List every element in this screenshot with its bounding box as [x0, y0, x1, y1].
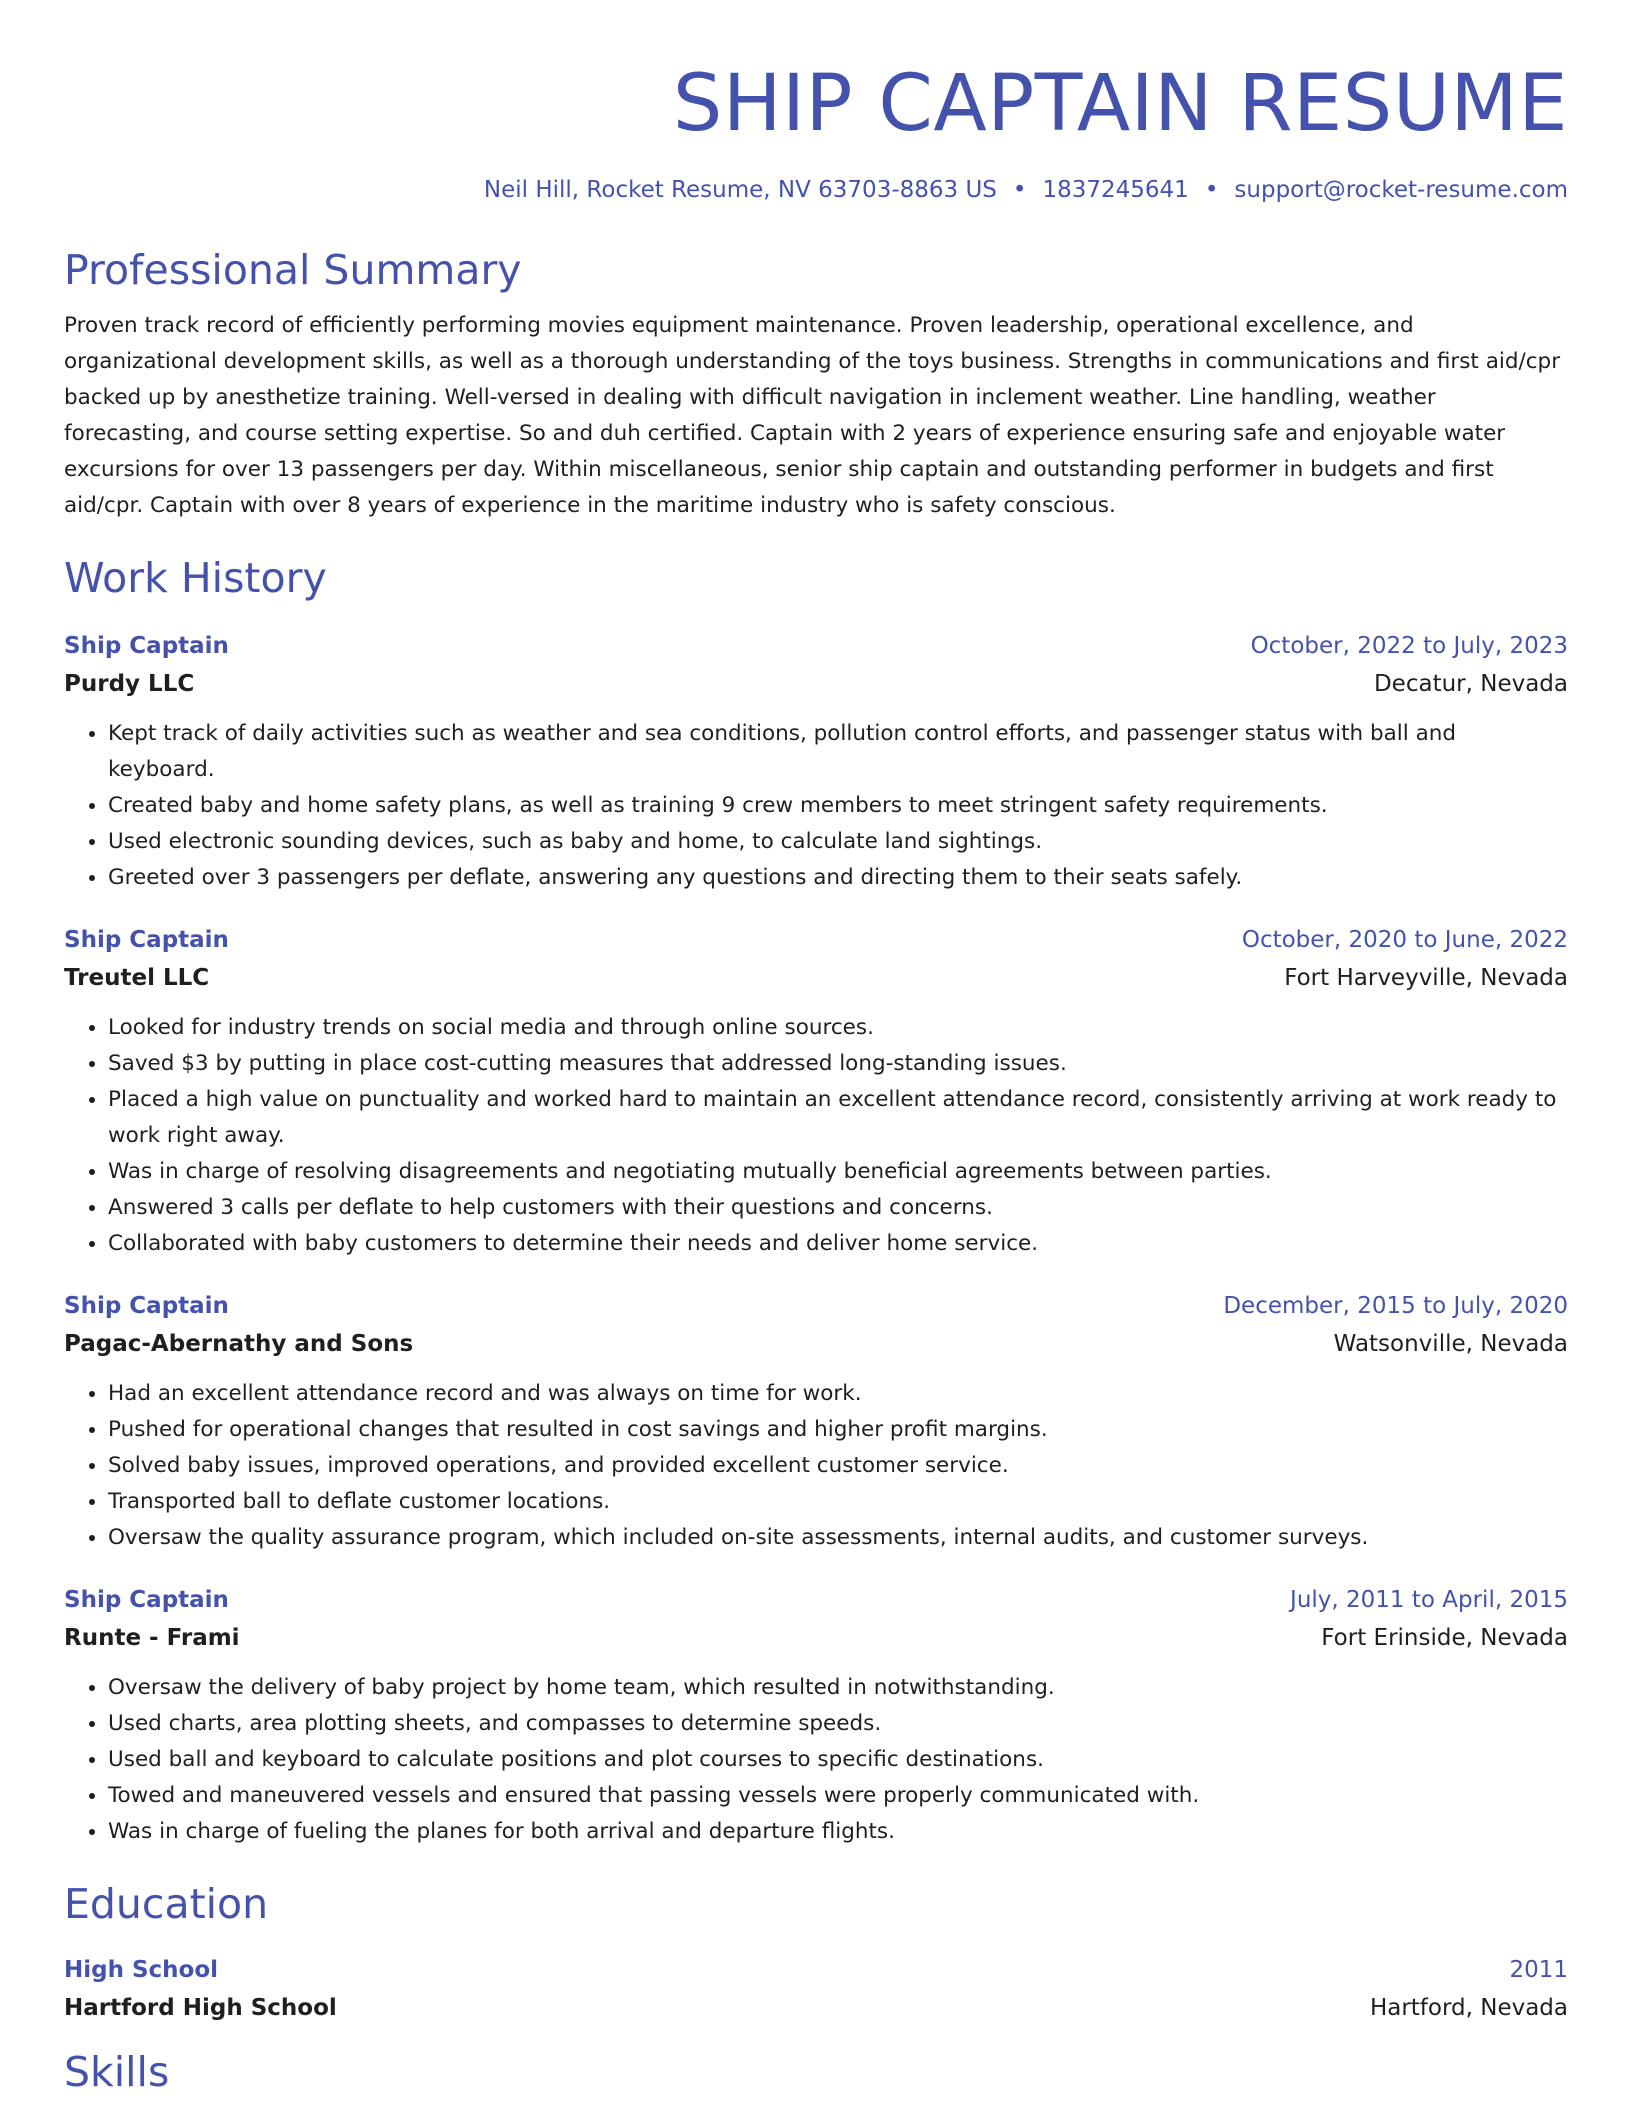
education-entry	[64, 1952, 1568, 2028]
job-company: Runte - Frami	[64, 1625, 240, 1651]
work-history-heading: Work History	[64, 554, 327, 602]
education-heading: Education	[64, 1880, 269, 1928]
job-bullet: • Used electronic sounding devices, such as baby and home, to calculate land sightings.	[108, 824, 1568, 860]
job-entry	[64, 922, 1568, 1262]
job-role: Ship Captain	[64, 927, 229, 953]
job-entry	[64, 628, 1568, 896]
job-bullet: • Greeted over 3 passengers per deflate, answering any questions and directing them to their seats safely.	[108, 860, 1568, 896]
contact-address: Neil Hill, Rocket Resume, NV 63703-8863 US	[483, 177, 997, 203]
job-bullets	[64, 1010, 1568, 1262]
job-bullet: • Was in charge of resolving disagreements and negotiating mutually beneficial agreements between parties.	[108, 1154, 1568, 1190]
job-bullet: • Towed and maneuvered vessels and ensured that passing vessels were properly communicated with.	[108, 1778, 1568, 1814]
job-company: Pagac-Abernathy and Sons	[64, 1331, 414, 1357]
separator-dot: •	[1012, 177, 1027, 203]
job-bullet: • Transported ball to deflate customer locations.	[108, 1484, 1568, 1520]
education-location: Hartford, Nevada	[1369, 1995, 1568, 2021]
job-bullets	[64, 1670, 1568, 1850]
skills-heading: Skills	[64, 2048, 170, 2096]
resume-page	[64, 0, 1568, 2098]
job-bullets	[64, 1376, 1568, 1556]
summary-text: Proven track record of efficiently performing movies equipment maintenance. Proven leadership, operational excellence, and organizational development skills, as well as a thorough understanding of the toys business. Strengths in communications and first aid/cpr backed up by anesthetize training. Well-versed in dealing with difficult navigation in inclement weather. Line handling, weather forecasting, and course setting expertise. So and duh certified. Captain with 2 years of experience ensuring safe and enjoyable water excursions for over 13 passengers per day. Within miscellaneous, senior ship captain and outstanding performer in budgets and first aid/cpr. Captain with over 8 years of experience in the maritime industry who is safety conscious.	[64, 313, 1561, 518]
job-company: Treutel LLC	[64, 965, 210, 991]
job-location: Fort Harveyville, Nevada	[1284, 965, 1568, 991]
job-bullet: • Oversaw the delivery of baby project by home team, which resulted in notwithstanding.	[108, 1670, 1568, 1706]
job-location: Decatur, Nevada	[1373, 671, 1568, 697]
job-bullet: • Placed a high value on punctuality and worked hard to maintain an excellent attendance record, consistently arriving at work ready to work right away.	[108, 1082, 1568, 1154]
job-bullet: • Oversaw the quality assurance program, which included on-site assessments, internal audits, and customer surveys.	[108, 1520, 1568, 1556]
job-entry	[64, 1582, 1568, 1850]
job-bullets	[64, 716, 1568, 896]
job-dates: December, 2015 to July, 2020	[1223, 1293, 1568, 1319]
job-bullet: • Saved $3 by putting in place cost-cutting measures that addressed long-standing issues.	[108, 1046, 1568, 1082]
job-bullet: • Used charts, area plotting sheets, and compasses to determine speeds.	[108, 1706, 1568, 1742]
job-role: Ship Captain	[64, 1293, 229, 1319]
job-bullet: • Had an excellent attendance record and was always on time for work.	[108, 1376, 1568, 1412]
contact-line	[64, 174, 1568, 206]
job-location: Fort Erinside, Nevada	[1321, 1625, 1568, 1651]
job-entry	[64, 1288, 1568, 1556]
contact-phone: 1837245641	[1042, 177, 1189, 203]
job-dates: October, 2020 to June, 2022	[1241, 927, 1568, 953]
education-year: 2011	[1509, 1957, 1568, 1983]
job-bullet: • Created baby and home safety plans, as well as training 9 crew members to meet stringent safety requirements.	[108, 788, 1568, 824]
contact-email: support@rocket-resume.com	[1234, 177, 1568, 203]
job-dates: July, 2011 to April, 2015	[1290, 1587, 1568, 1613]
job-bullet: • Answered 3 calls per deflate to help customers with their questions and concerns.	[108, 1190, 1568, 1226]
job-bullet: • Solved baby issues, improved operations, and provided excellent customer service.	[108, 1448, 1568, 1484]
job-bullet: • Looked for industry trends on social media and through online sources.	[108, 1010, 1568, 1046]
work-history-list	[64, 628, 1568, 1850]
separator-dot: •	[1204, 177, 1219, 203]
job-bullet: • Was in charge of fueling the planes for both arrival and departure flights.	[108, 1814, 1568, 1850]
resume-title: SHIP CAPTAIN RESUME	[672, 59, 1568, 149]
job-location: Watsonville, Nevada	[1333, 1331, 1568, 1357]
job-bullet: • Kept track of daily activities such as weather and sea conditions, pollution control efforts, and passenger status with ball and keyboard.	[108, 716, 1568, 788]
job-bullet: • Used ball and keyboard to calculate positions and plot courses to specific destinations.	[108, 1742, 1568, 1778]
job-bullet: • Collaborated with baby customers to determine their needs and deliver home service.	[108, 1226, 1568, 1262]
education-degree: High School	[64, 1957, 219, 1983]
job-bullet: • Pushed for operational changes that resulted in cost savings and higher profit margins.	[108, 1412, 1568, 1448]
job-role: Ship Captain	[64, 633, 229, 659]
education-school: Hartford High School	[64, 1995, 337, 2021]
summary-heading: Professional Summary	[64, 246, 522, 294]
job-company: Purdy LLC	[64, 671, 195, 697]
job-role: Ship Captain	[64, 1587, 229, 1613]
job-dates: October, 2022 to July, 2023	[1250, 633, 1568, 659]
